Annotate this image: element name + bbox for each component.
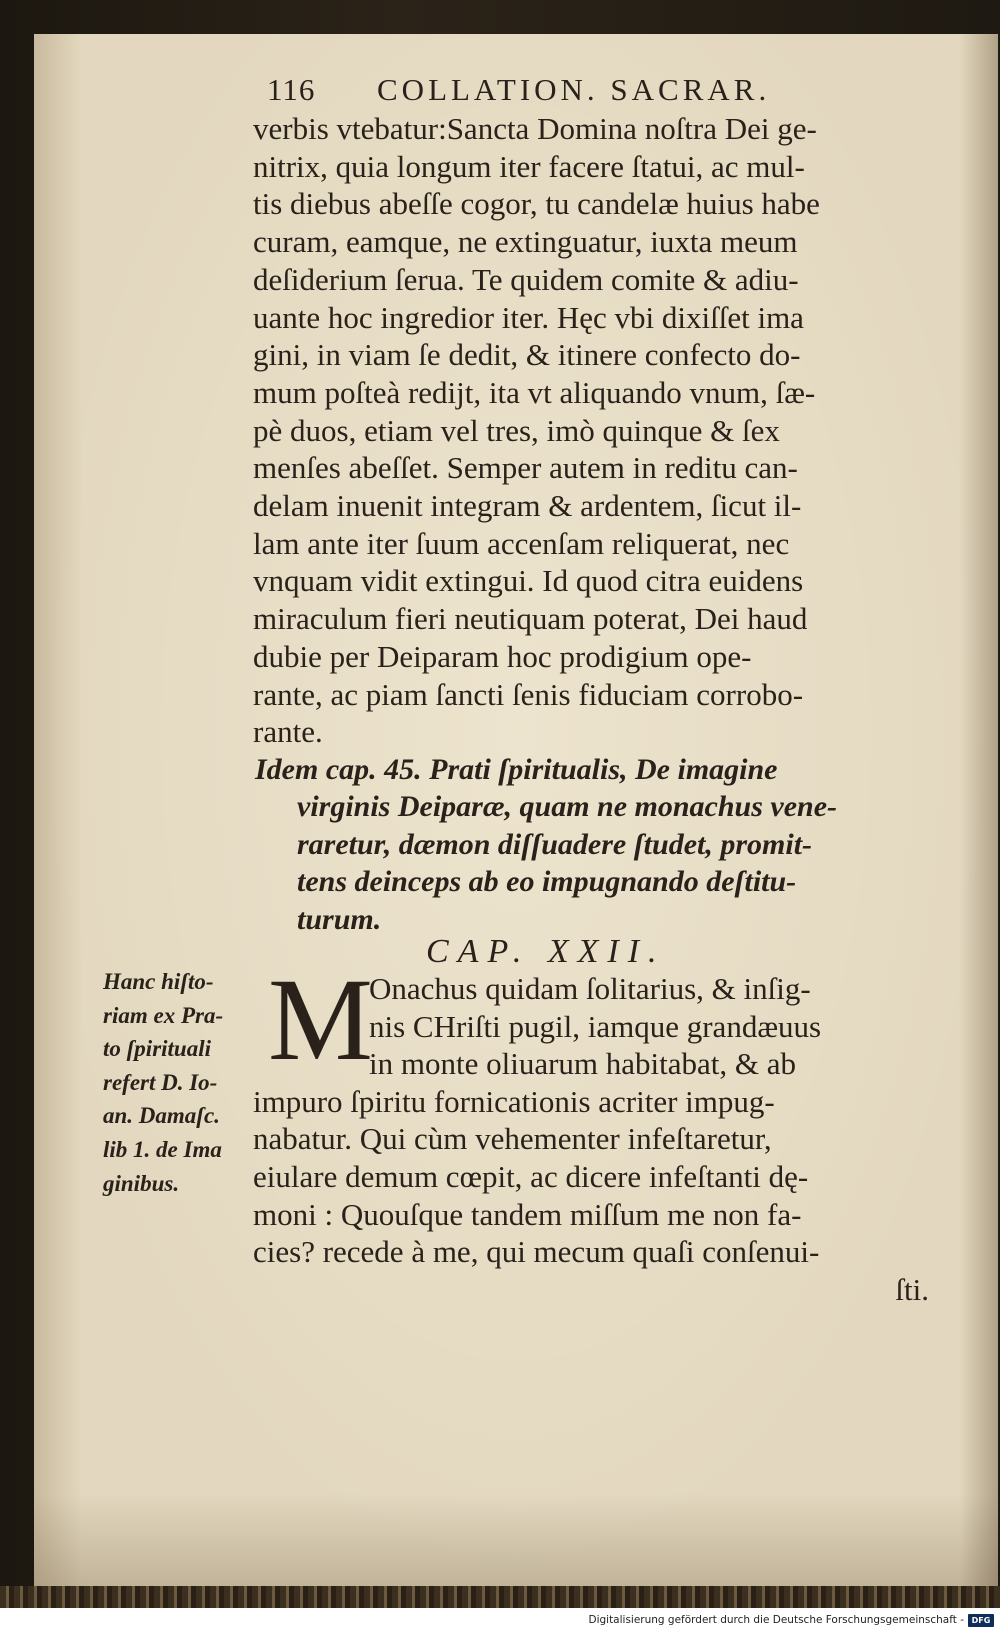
text-line: menſes abeſſet. Semper autem in reditu can-: [253, 450, 798, 486]
margin-note-line: lib 1. de Ima: [103, 1136, 222, 1162]
text-line: curam, eamque, ne extinguatur, iuxta meum: [253, 224, 798, 260]
chapter-line: moni : Quouſque tandem miſſum me non fa-: [253, 1196, 802, 1232]
text-line: rante, ac piam ſancti ſenis fiduciam corrobo-: [253, 676, 804, 712]
text-line: lam ante iter ſuum accenſam reliquerat, nec: [253, 525, 790, 561]
chapter-line: cies? recede à me, qui mecum quaſi conſenui-: [253, 1234, 820, 1270]
text-line: uante hoc ingredior iter. Hęc vbi dixiſſet ima: [253, 299, 804, 335]
margin-note-line: to ſpirituali: [103, 1036, 211, 1062]
text-line: delam inuenit integram & ardentem, ſicut il-: [253, 488, 802, 524]
text-line: deſiderium ſerua. Te quidem comite & adiu-: [253, 261, 799, 297]
text-line: tis diebus abeſſe cogor, tu candelæ huius habe: [253, 186, 820, 222]
text-line: rante.: [253, 714, 323, 750]
margin-note-line: an. Damaſc.: [103, 1103, 220, 1129]
chapter-line: nis CHriſti pugil, iamque grandæuus: [369, 1008, 822, 1044]
text-line: vnquam vidit extingui. Id quod citra euidens: [253, 563, 804, 599]
page-number: 116: [267, 72, 316, 107]
main-text-block: [253, 110, 929, 751]
chapter-heading: CAP. XXII.: [426, 933, 666, 970]
digitization-footer: [0, 1608, 1000, 1633]
chapter-rubric: [255, 751, 935, 938]
margin-note-line: Hanc hiſto-: [103, 969, 214, 994]
chapter-line: in monte oliuarum habitabat, & ab: [369, 1046, 797, 1082]
page-edge-strip: [0, 1586, 1000, 1608]
margin-note-line: refert D. Io-: [103, 1069, 218, 1095]
page-header: [267, 72, 887, 112]
dfg-logo-icon: DFG: [968, 1614, 994, 1627]
text-line: pè duos, etiam vel tres, imò quinque & ſex: [253, 412, 780, 448]
text-line: nitrix, quia longum iter facere ſtatui, ac mul-: [253, 148, 805, 184]
drop-capital: M: [268, 954, 373, 1085]
rubric-line: tens deinceps ab eo impugnando deſtitu-: [297, 865, 797, 899]
rubric-line: raretur, dæmon diſſuadere ſtudet, promit-: [297, 827, 813, 861]
running-title: COLLATION. SACRAR.: [377, 72, 771, 107]
rubric-line: virginis Deiparæ, quam ne monachus vene-: [297, 790, 838, 824]
margin-note-line: riam ex Pra-: [103, 1002, 224, 1028]
text-line: dubie per Deiparam hoc prodigium ope-: [253, 638, 752, 674]
chapter-line: ſti.: [895, 1271, 929, 1307]
margin-note-line: ginibus.: [103, 1170, 180, 1196]
text-line: miraculum fieri neutiquam poterat, Dei haud: [253, 601, 808, 637]
chapter-line: impuro ſpiritu fornicationis acriter impug-: [253, 1083, 775, 1119]
text-line: mum poſteà redijt, ita vt aliquando vnum, ſæ-: [253, 374, 816, 410]
text-line: verbis vtebatur:Sancta Domina noſtra Dei ge-: [253, 111, 817, 146]
chapter-line: Onachus quidam ſolitarius, & inſig-: [369, 971, 811, 1006]
chapter-line: eiulare demum cœpit, ac dicere infeſtanti dę-: [253, 1158, 809, 1194]
rubric-line: turum.: [297, 902, 382, 936]
rubric-line: Idem cap. 45. Prati ſpiritualis, De imagine: [255, 753, 778, 786]
text-line: gini, in viam ſe dedit, & itinere confecto do-: [253, 337, 801, 373]
footer-credit: Digitalisierung gefördert durch die Deutsche Forschungsgemeinschaft -: [588, 1614, 964, 1626]
chapter-line: nabatur. Qui cùm vehementer infeſtaretur,: [253, 1121, 772, 1157]
margin-note: [103, 965, 253, 1200]
chapter-text-block: [253, 970, 933, 1308]
